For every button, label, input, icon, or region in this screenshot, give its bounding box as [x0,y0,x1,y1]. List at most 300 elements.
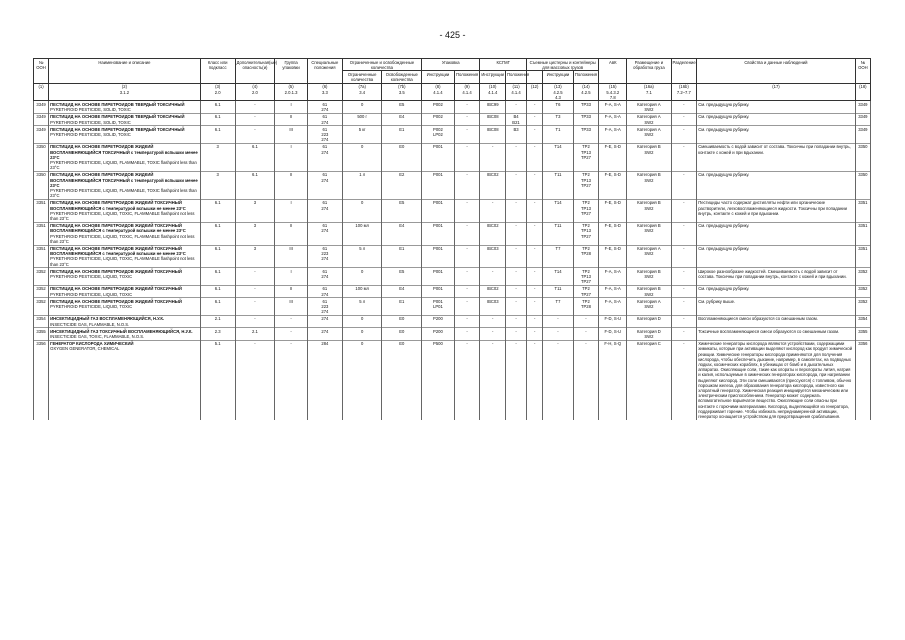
header-name: Наименование и описание [49,59,201,84]
name-english: PYRETHROID PESTICIDE, LIQUID, TOXIC, FLAMMABLE flashpoint not less than 23°C [50,256,195,267]
properties: Пестициды часто содержат дистилляты нефти или органические растворители, легковоспламеняющиеся жидкости. Токсичны при попадании внутрь, контакте с кожей и при вдыхании. [697,199,856,222]
name-english: PYRETHROID PESTICIDE, LIQUID, TOXIC [50,304,133,310]
ems-code: F-A, S-A [599,268,627,286]
header-packing-group: Группа упаковки [275,59,308,84]
page-number: - 425 - [439,30,466,40]
tank-instruction: T1 [543,126,573,144]
tank-instruction: - [543,340,573,420]
excepted-quantity: E1 [382,245,422,268]
tank-provision: TP2 TP13 TP27 [573,222,599,245]
ibc-provision: - [506,171,527,199]
limited-quantity: 0 [342,315,382,327]
special-provisions: 61 274 [307,171,342,199]
subsidiary-hazard: - [235,101,275,113]
packing-instruction: P001 LP01 [422,298,455,316]
name-russian: ПЕСТИЦИД НА ОСНОВЕ ПИРЕТРОИДОВ ТВЕРДЫЙ ТОКСИЧНЫЙ [50,101,185,107]
ibc-instruction: - [480,268,506,286]
table-row [34,245,871,268]
tank-provision: - [573,328,599,340]
properties: Смешиваемость с водой зависит от состава. Токсичны при попадании внутрь, контакте с кожей и при вдыхании. [697,143,856,171]
properties: См. предыдущую рубрику. [697,222,856,245]
limited-quantity: 500 г [342,113,382,125]
segregation: - [671,328,697,340]
un-number-right: 3352 [855,298,870,316]
packing-provision: - [454,315,480,327]
subsidiary-hazard: 2.1 [235,328,275,340]
tank-provision: TP33 [573,101,599,113]
name-russian: ПЕСТИЦИД НА ОСНОВЕ ПИРЕТРОИДОВ ЖИДКИЙ ТОКСИЧНЫЙ ВОСПЛАМЕНЯЮЩИЙСЯ с температурой вспышки не менее 23°C [50,200,186,211]
class: 6.1 [200,222,235,245]
header-quantities: Ограниченные и освобожденные количества [342,59,421,71]
excepted-quantity: E1 [382,298,422,316]
packing-provision: - [454,328,480,340]
subsidiary-hazard: - [235,268,275,286]
ibc-instruction: IBC08 [480,126,506,144]
header-class: Класс или подкласс [200,59,235,84]
special-provisions: 61 223 274 [307,245,342,268]
col-12: - [527,101,543,113]
ibc-instruction: - [480,315,506,327]
name-english: PYRETHROID PESTICIDE, LIQUID, FLAMMABLE, TOXIC flashpoint less than 23°C [50,159,197,171]
properties: См. предыдущую рубрику. [697,171,856,199]
name-russian: ГЕНЕРАТОР КИСЛОРОДА ХИМИЧЕСКИЙ [50,341,134,347]
un-number-right: 3349 [855,113,870,125]
tank-instruction: T14 [543,268,573,286]
name-russian: ИНСЕКТИЦИДНЫЙ ГАЗ ВОСПЛАМЕНЯЮЩИЙСЯ, Н.У.К. [50,316,165,322]
excepted-quantity: E0 [382,340,422,420]
ibc-provision: - [506,222,527,245]
header-ibc-instr: Инструкции [480,71,506,83]
table-row [34,126,871,144]
segregation: - [671,171,697,199]
stowage: Категория D SW2 [627,328,671,340]
un-number: 3349 [34,101,49,113]
col-12: - [527,298,543,316]
special-provisions: 61 274 [307,143,342,171]
stowage: Категория A SW2 [627,113,671,125]
limited-quantity: 1 л [342,171,382,199]
ibc-instruction: IBC99 [480,101,506,113]
excepted-quantity: E4 [382,222,422,245]
tank-instruction: T11 [543,285,573,297]
segregation: - [671,298,697,316]
ems-code: F-E, S-D [599,222,627,245]
column-number: (7b) 3.5 [382,83,422,101]
tank-provision: TP2 TP28 [573,245,599,268]
segregation: - [671,143,697,171]
ems-code: F-A, S-A [599,113,627,125]
col-12: - [527,268,543,286]
un-number: 3349 [34,126,49,144]
un-number-right: 3350 [855,171,870,199]
tank-provision: - [573,340,599,420]
col-12: - [527,171,543,199]
column-number: (14) 4.2.5 [573,83,599,101]
un-number-right: 3352 [855,268,870,286]
ibc-provision: - [506,315,527,327]
name-russian: ПЕСТИЦИД НА ОСНОВЕ ПИРЕТРОИДОВ ТВЕРДЫЙ ТОКСИЧНЫЙ [50,126,185,132]
subsidiary-hazard: 3 [235,199,275,222]
col-12: - [527,126,543,144]
packing-group: III [275,245,308,268]
proper-shipping-name [49,113,201,125]
class: 6.1 [200,285,235,297]
ibc-instruction: - [480,199,506,222]
column-number: (13) 4.2.5 4.3 [543,83,573,101]
packing-instruction: P001 [422,222,455,245]
segregation: - [671,113,697,125]
excepted-quantity: E2 [382,171,422,199]
segregation: - [671,245,697,268]
column-number: (5) 2.0.1.3 [275,83,308,101]
un-number: 3354 [34,315,49,327]
packing-provision: - [454,113,480,125]
un-number: 3351 [34,222,49,245]
packing-provision: - [454,171,480,199]
un-number-right: 3351 [855,245,870,268]
limited-quantity: 5 кг [342,126,382,144]
packing-instruction: P001 [422,285,455,297]
column-number: (10) 4.1.4 [480,83,506,101]
un-number-right: 3351 [855,199,870,222]
tank-instruction: T7 [543,245,573,268]
excepted-quantity: E1 [382,126,422,144]
properties: См. предыдущую рубрику. [697,101,856,113]
un-number-right: 3351 [855,222,870,245]
subsidiary-hazard: 6.1 [235,171,275,199]
limited-quantity: 100 мл [342,222,382,245]
class: 3 [200,143,235,171]
excepted-quantity: E0 [382,328,422,340]
name-russian: ИНСЕКТИЦИДНЫЙ ГАЗ ТОКСИЧНЫЙ ВОСПЛАМЕНЯЮЩИЙСЯ, Н.У.К. [50,328,193,334]
packing-group: I [275,143,308,171]
packing-provision: - [454,199,480,222]
column-number: (17) [697,83,856,101]
stowage: Категория B SW2 [627,268,671,286]
packing-group: I [275,268,308,286]
ibc-provision: - [506,268,527,286]
stowage: Категория D [627,315,671,327]
subsidiary-hazard: - [235,126,275,144]
packing-instruction: P001 [422,199,455,222]
packing-provision: - [454,285,480,297]
un-number-right: 3352 [855,285,870,297]
special-provisions: 284 [307,340,342,420]
packing-instruction: P200 [422,328,455,340]
name-russian: ПЕСТИЦИД НА ОСНОВЕ ПИРЕТРОИДОВ ТВЕРДЫЙ ТОКСИЧНЫЙ [50,114,185,120]
packing-instruction: P002 [422,101,455,113]
proper-shipping-name [49,328,201,340]
tank-provision: TP2 TP13 TP27 [573,199,599,222]
tank-instruction: T14 [543,199,573,222]
limited-quantity: 0 [342,199,382,222]
name-english: PYRETHROID PESTICIDE, LIQUID, TOXIC [50,291,133,297]
header-packing: Упаковка [422,59,480,71]
un-number-right: 3350 [855,143,870,171]
limited-quantity: 5 л [342,245,382,268]
class: 6.1 [200,101,235,113]
ems-code: F-A, S-A [599,126,627,144]
ems-code: F-D, S-U [599,315,627,327]
stowage: Категория B SW2 [627,199,671,222]
special-provisions: 274 [307,315,342,327]
excepted-quantity: E5 [382,199,422,222]
name-russian: ПЕСТИЦИД НА ОСНОВЕ ПИРЕТРОИДОВ ЖИДКИЙ ТОКСИЧНЫЙ ВОСПЛАМЕНЯЮЩИЙСЯ с температурой вспышки не менее 23°C [50,246,186,257]
table-row [34,199,871,222]
segregation: - [671,340,697,420]
ibc-provision: - [506,285,527,297]
limited-quantity: 5 л [342,298,382,316]
header-subsidiary: Дополнительная(ые) опасность(и) [235,59,275,84]
name-english: INSECTICIDE GAS, FLAMMABLE, N.O.S. [50,321,130,327]
excepted-quantity: E0 [382,143,422,171]
ems-code: F-D, S-U [599,328,627,340]
col-12: - [527,315,543,327]
limited-quantity: 0 [342,328,382,340]
header-packing-prov: Положения [454,71,480,83]
limited-quantity: 0 [342,268,382,286]
name-english: PYRETHROID PESTICIDE, LIQUID, TOXIC [50,274,133,280]
properties: Воспламеняющиеся смеси образуются со смешанным газом. [697,315,856,327]
ibc-instruction: IBC03 [480,298,506,316]
packing-group: II [275,171,308,199]
special-provisions: 274 [307,328,342,340]
header-ibc: КСГМГ [480,59,527,71]
packing-provision: - [454,143,480,171]
tank-provision: TP2 TP13 TP27 [573,143,599,171]
stowage: Категория A SW2 [627,245,671,268]
name-english: INSECTICIDE GAS, TOXIC, FLAMMABLE, N.O.S. [50,334,145,340]
ibc-instruction: IBC03 [480,245,506,268]
column-number: (1) [34,83,49,101]
header-ems: АвК [599,59,627,84]
tank-provision: TP2 TP28 [573,298,599,316]
subsidiary-hazard: - [235,285,275,297]
excepted-quantity: E4 [382,285,422,297]
proper-shipping-name [49,315,201,327]
header-tank-instr: Инструкции [543,71,573,83]
tank-instruction: T11 [543,222,573,245]
ibc-instruction: - [480,340,506,420]
ibc-instruction: IBC08 [480,113,506,125]
packing-group: III [275,126,308,144]
column-number: (11) 4.1.4 [506,83,527,101]
column-number: (6) 3.3 [307,83,342,101]
ibc-instruction: - [480,328,506,340]
name-russian: ПЕСТИЦИД НА ОСНОВЕ ПИРЕТРОИДОВ ЖИДКИЙ ТОКСИЧНЫЙ [50,268,182,274]
packing-group: II [275,222,308,245]
class: 6.1 [200,199,235,222]
ibc-provision: B4 B21 [506,113,527,125]
tank-instruction: T6 [543,101,573,113]
column-number: (16b) 7.2–7.7 [671,83,697,101]
proper-shipping-name [49,245,201,268]
un-number-right: 3356 [855,340,870,420]
col-12: - [527,245,543,268]
header-segregation: Разделение [671,59,697,84]
properties: Широкое разнообразие жидкостей. Смешиваемость с водой зависит от состава. Токсичны при попадании внутрь, контакте с кожей и при вдыхании. [697,268,856,286]
packing-instruction: P200 [422,315,455,327]
col-12: - [527,285,543,297]
special-provisions: 61 274 [307,101,342,113]
header-excepted-qty: Освобожденные количества [382,71,422,83]
ibc-provision: - [506,199,527,222]
column-number: (9) 4.1.4 [454,83,480,101]
packing-group: II [275,285,308,297]
col-12: - [527,143,543,171]
class: 2.3 [200,328,235,340]
tank-provision: TP2 TP13 TP27 [573,268,599,286]
ibc-instruction: - [480,143,506,171]
table-row [34,222,871,245]
column-number: (3) 2.0 [200,83,235,101]
ems-code: F-A, S-A [599,101,627,113]
proper-shipping-name [49,298,201,316]
class: 6.1 [200,113,235,125]
properties: См. предыдущую рубрику. [697,245,856,268]
column-number: (4) 2.0 [235,83,275,101]
header-special-provisions: Специальные положения [307,59,342,84]
packing-instruction: P001 [422,245,455,268]
subsidiary-hazard: - [235,340,275,420]
column-number: (18) [855,83,870,101]
excepted-quantity: E0 [382,315,422,327]
packing-instruction: P001 [422,171,455,199]
name-english: PYRETHROID PESTICIDE, SOLID, TOXIC [50,131,131,137]
subsidiary-hazard: 3 [235,245,275,268]
packing-instruction: P002 [422,113,455,125]
col-12: - [527,222,543,245]
tank-provision: TP2 TP13 TP27 [573,171,599,199]
ibc-instruction: IBC02 [480,222,506,245]
name-russian: ПЕСТИЦИД НА ОСНОВЕ ПИРЕТРОИДОВ ЖИДКИЙ ТОКСИЧНЫЙ [50,298,182,304]
special-provisions: 61 274 [307,199,342,222]
tank-instruction: T14 [543,143,573,171]
special-provisions: 61 274 [307,268,342,286]
header-un-right: № ООН [855,59,870,84]
packing-group: - [275,328,308,340]
excepted-quantity: E5 [382,268,422,286]
ems-code: F-E, S-D [599,199,627,222]
packing-instruction: P001 [422,268,455,286]
packing-group: - [275,340,308,420]
proper-shipping-name [49,222,201,245]
proper-shipping-name [49,126,201,144]
table-row [34,328,871,340]
special-provisions: 61 274 [307,222,342,245]
proper-shipping-name [49,268,201,286]
table-row [34,340,871,420]
packing-provision: - [454,126,480,144]
segregation: - [671,222,697,245]
limited-quantity: 0 [342,143,382,171]
properties: См. рубрику выше. [697,298,856,316]
table-row [34,171,871,199]
stowage: Категория A SW2 [627,101,671,113]
un-number-right: 3354 [855,315,870,327]
un-number-right: 3349 [855,101,870,113]
packing-provision: - [454,245,480,268]
ems-code: F-E, S-D [599,143,627,171]
stowage: Категория A SW2 [627,126,671,144]
name-english: PYRETHROID PESTICIDE, SOLID, TOXIC [50,119,131,125]
header-row-1 [34,59,871,71]
column-number-row [34,83,871,101]
packing-group: III [275,298,308,316]
header-ibc-prov: Положения [506,71,527,83]
ems-code: F-A, S-A [599,298,627,316]
class: 6.1 [200,268,235,286]
column-number: (15) 5.4.3.2 7.8 [599,83,627,101]
packing-group: II [275,113,308,125]
ibc-provision: - [506,328,527,340]
un-number: 3351 [34,199,49,222]
packing-provision: - [454,222,480,245]
packing-provision: - [454,340,480,420]
proper-shipping-name [49,171,201,199]
properties: Химические генераторы кислорода являются устройствами, содержащими химикаты, которые при активации выделяют кислород как продукт химической реакции. Химические генераторы кислорода применяются для получения кислорода, чтобы обеспечить дыхание, например, в самолетах, на подводных лодках, космических кораблях, в убежищах от бомб и в дыхательных аппаратах. Окисляющие соли, такие как хлораты и перхлораты лития, натрия и калия, используемые в химических генераторах кислорода, при нагревании выделяют кислород. Эти соли смешиваются (прессуются) с топливом, обычно порошком железа, для образования генератора кислорода, известного как хлоратный генератор. Химическая реакция инициируется механическим или электрическим приспособлением. Генератор может содержать вспомогательное взрывчатое вещество. Окисляющие соли опасны при контакте с горючими материалами. Кислород, выделяющийся из генератора, поддерживает горение. Чтобы избежать непреднамеренной активации, генератор оснащается устройством для предотвращения срабатывания. [697,340,856,420]
name-english: PYRETHROID PESTICIDE, LIQUID, FLAMMABLE, TOXIC flashpoint less than 23°C [50,187,197,199]
un-number: 3352 [34,285,49,297]
packing-provision: - [454,101,480,113]
packing-instruction: P001 [422,143,455,171]
proper-shipping-name [49,143,201,171]
tank-instruction: - [543,315,573,327]
properties: См. предыдущую рубрику. [697,113,856,125]
packing-group: I [275,101,308,113]
properties: См. предыдущую рубрику. [697,126,856,144]
un-number: 3352 [34,268,49,286]
name-russian: ПЕСТИЦИД НА ОСНОВЕ ПИРЕТРОИДОВ ЖИДКИЙ ВОСПЛАМЕНЯЮЩИЙСЯ ТОКСИЧНЫЙ с температурой вспышки менее 23°C [50,172,198,188]
special-provisions: 61 274 [307,285,342,297]
subsidiary-hazard: 3 [235,222,275,245]
subsidiary-hazard: - [235,315,275,327]
stowage: Категория B SW2 [627,143,671,171]
tank-provision: TP33 [573,113,599,125]
table-row [34,143,871,171]
subsidiary-hazard: - [235,298,275,316]
un-number: 3350 [34,143,49,171]
special-provisions: 61 274 [307,113,342,125]
packing-group: I [275,199,308,222]
ibc-instruction: IBC02 [480,285,506,297]
class: 3 [200,171,235,199]
header-stowage: Размещение и обработка груза [627,59,671,84]
tank-instruction: T3 [543,113,573,125]
class: 6.1 [200,245,235,268]
ibc-provision: B3 [506,126,527,144]
stowage: Категория C [627,340,671,420]
segregation: - [671,126,697,144]
packing-group: - [275,315,308,327]
stowage: Категория A SW2 [627,298,671,316]
packing-provision: - [454,298,480,316]
ems-code: F-A, S-A [599,285,627,297]
header-tanks: Съемные цистерны и контейнеры для массовых грузов [527,59,599,71]
col-12: - [527,199,543,222]
name-russian: ПЕСТИЦИД НА ОСНОВЕ ПИРЕТРОИДОВ ЖИДКИЙ ВОСПЛАМЕНЯЮЩИЙСЯ ТОКСИЧНЫЙ с температурой вспышки менее 23°C [50,144,198,160]
tank-provision: TP2 TP27 [573,285,599,297]
name-english: PYRETHROID PESTICIDE, LIQUID, TOXIC, FLAMMABLE flashpoint not less than 23°C [50,233,195,244]
un-number: 3349 [34,113,49,125]
tank-instruction: T11 [543,171,573,199]
header-tank-prov: Положения [573,71,599,83]
un-number: 3351 [34,245,49,268]
segregation: - [671,315,697,327]
ibc-provision: - [506,245,527,268]
properties: Токсичные воспламеняющиеся смеси образуются со смешанным газом. [697,328,856,340]
table-row [34,315,871,327]
